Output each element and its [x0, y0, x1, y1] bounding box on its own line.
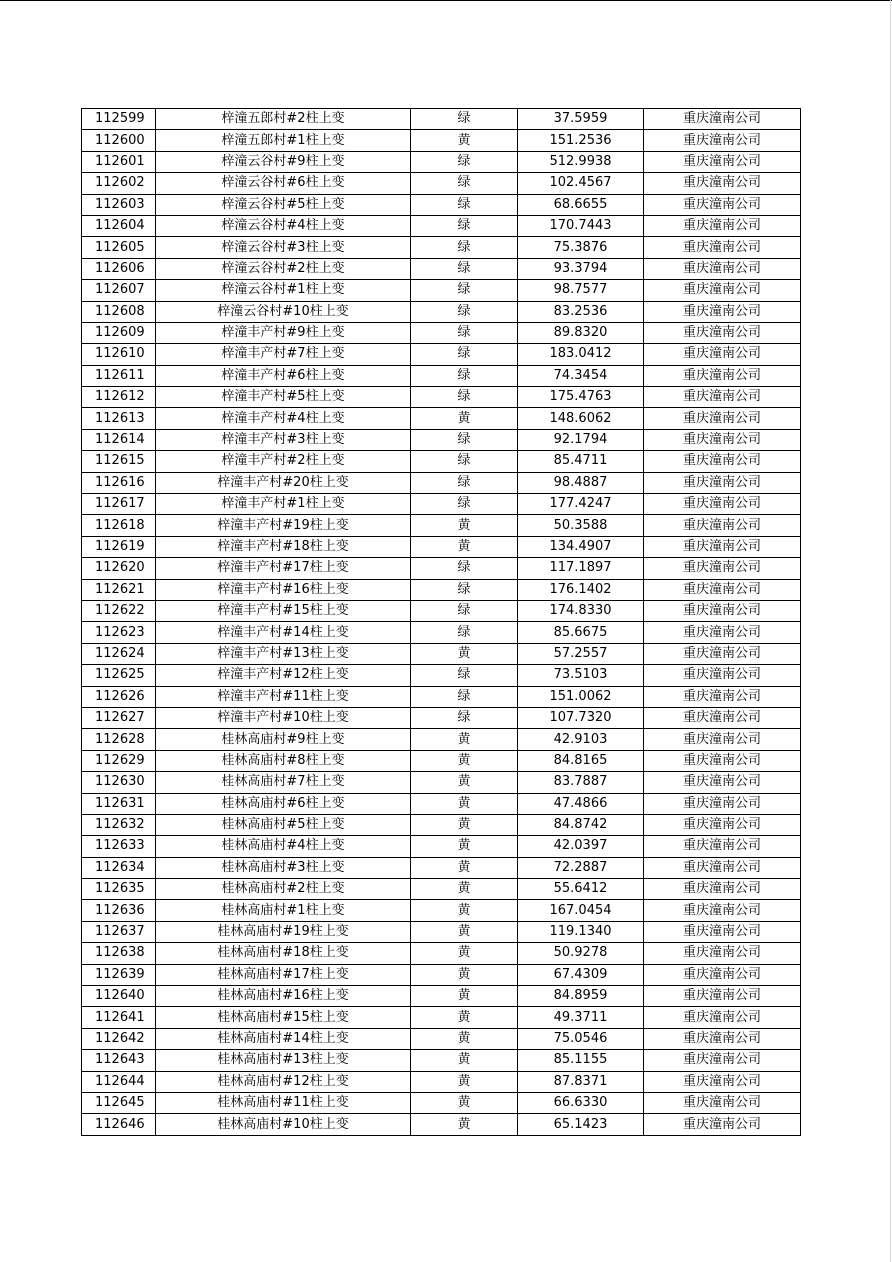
value-cell: 167.0454	[518, 900, 644, 921]
row-id-cell: 112634	[82, 857, 156, 878]
company-cell: 重庆潼南公司	[644, 1071, 801, 1092]
table-row	[82, 387, 801, 408]
company-cell: 重庆潼南公司	[644, 536, 801, 557]
company-cell: 重庆潼南公司	[644, 836, 801, 857]
table-row	[82, 643, 801, 664]
table-row	[82, 515, 801, 536]
row-id-cell: 112624	[82, 643, 156, 664]
row-id-cell: 112613	[82, 408, 156, 429]
status-color-cell: 绿	[411, 472, 518, 493]
status-color-cell: 绿	[411, 387, 518, 408]
row-id-cell: 112602	[82, 173, 156, 194]
transformer-name-cell: 梓潼云谷村#4柱上变	[156, 215, 411, 236]
company-cell: 重庆潼南公司	[644, 173, 801, 194]
table-row	[82, 1028, 801, 1049]
value-cell: 68.6655	[518, 194, 644, 215]
row-id-cell: 112601	[82, 151, 156, 172]
table-row	[82, 686, 801, 707]
value-cell: 183.0412	[518, 344, 644, 365]
row-id-cell: 112616	[82, 472, 156, 493]
transformer-name-cell: 梓潼丰产村#14柱上变	[156, 622, 411, 643]
transformer-name-cell: 梓潼丰产村#15柱上变	[156, 600, 411, 621]
status-color-cell: 绿	[411, 301, 518, 322]
status-color-cell: 黄	[411, 793, 518, 814]
value-cell: 170.7443	[518, 215, 644, 236]
value-cell: 73.5103	[518, 665, 644, 686]
company-cell: 重庆潼南公司	[644, 921, 801, 942]
table-row	[82, 322, 801, 343]
table-row	[82, 130, 801, 151]
row-id-cell: 112629	[82, 750, 156, 771]
company-cell: 重庆潼南公司	[644, 665, 801, 686]
row-id-cell: 112606	[82, 258, 156, 279]
table-row	[82, 707, 801, 728]
company-cell: 重庆潼南公司	[644, 344, 801, 365]
value-cell: 50.9278	[518, 943, 644, 964]
table-row	[82, 1071, 801, 1092]
value-cell: 87.8371	[518, 1071, 644, 1092]
row-id-cell: 112627	[82, 707, 156, 728]
transformer-name-cell: 桂林高庙村#9柱上变	[156, 729, 411, 750]
row-id-cell: 112646	[82, 1114, 156, 1135]
row-id-cell: 112619	[82, 536, 156, 557]
transformer-name-cell: 桂林高庙村#18柱上变	[156, 943, 411, 964]
value-cell: 512.9938	[518, 151, 644, 172]
transformer-name-cell: 梓潼丰产村#2柱上变	[156, 451, 411, 472]
status-color-cell: 绿	[411, 215, 518, 236]
row-id-cell: 112628	[82, 729, 156, 750]
row-id-cell: 112635	[82, 879, 156, 900]
transformer-name-cell: 桂林高庙村#16柱上变	[156, 986, 411, 1007]
row-id-cell: 112645	[82, 1092, 156, 1113]
transformer-name-cell: 梓潼丰产村#4柱上变	[156, 408, 411, 429]
table-row	[82, 194, 801, 215]
company-cell: 重庆潼南公司	[644, 964, 801, 985]
status-color-cell: 绿	[411, 665, 518, 686]
status-color-cell: 绿	[411, 707, 518, 728]
table-row	[82, 772, 801, 793]
company-cell: 重庆潼南公司	[644, 258, 801, 279]
company-cell: 重庆潼南公司	[644, 814, 801, 835]
row-id-cell: 112625	[82, 665, 156, 686]
value-cell: 85.6675	[518, 622, 644, 643]
value-cell: 37.5959	[518, 109, 644, 130]
status-color-cell: 黄	[411, 536, 518, 557]
row-id-cell: 112620	[82, 558, 156, 579]
row-id-cell: 112638	[82, 943, 156, 964]
company-cell: 重庆潼南公司	[644, 750, 801, 771]
table-row	[82, 943, 801, 964]
company-cell: 重庆潼南公司	[644, 707, 801, 728]
value-cell: 176.1402	[518, 579, 644, 600]
value-cell: 55.6412	[518, 879, 644, 900]
company-cell: 重庆潼南公司	[644, 109, 801, 130]
status-color-cell: 黄	[411, 964, 518, 985]
status-color-cell: 黄	[411, 515, 518, 536]
company-cell: 重庆潼南公司	[644, 151, 801, 172]
company-cell: 重庆潼南公司	[644, 280, 801, 301]
company-cell: 重庆潼南公司	[644, 194, 801, 215]
company-cell: 重庆潼南公司	[644, 494, 801, 515]
row-id-cell: 112603	[82, 194, 156, 215]
status-color-cell: 黄	[411, 1071, 518, 1092]
row-id-cell: 112644	[82, 1071, 156, 1092]
value-cell: 84.8959	[518, 986, 644, 1007]
value-cell: 74.3454	[518, 365, 644, 386]
transformer-name-cell: 梓潼云谷村#2柱上变	[156, 258, 411, 279]
row-id-cell: 112600	[82, 130, 156, 151]
value-cell: 65.1423	[518, 1114, 644, 1135]
value-cell: 83.2536	[518, 301, 644, 322]
value-cell: 89.8320	[518, 322, 644, 343]
value-cell: 47.4866	[518, 793, 644, 814]
company-cell: 重庆潼南公司	[644, 879, 801, 900]
company-cell: 重庆潼南公司	[644, 515, 801, 536]
row-id-cell: 112639	[82, 964, 156, 985]
company-cell: 重庆潼南公司	[644, 237, 801, 258]
row-id-cell: 112621	[82, 579, 156, 600]
table-row	[82, 879, 801, 900]
table-row	[82, 151, 801, 172]
transformer-name-cell: 梓潼丰产村#19柱上变	[156, 515, 411, 536]
company-cell: 重庆潼南公司	[644, 600, 801, 621]
transformer-name-cell: 梓潼丰产村#16柱上变	[156, 579, 411, 600]
status-color-cell: 绿	[411, 365, 518, 386]
table-row	[82, 258, 801, 279]
status-color-cell: 绿	[411, 344, 518, 365]
row-id-cell: 112631	[82, 793, 156, 814]
table-row	[82, 729, 801, 750]
transformer-name-cell: 梓潼丰产村#7柱上变	[156, 344, 411, 365]
row-id-cell: 112607	[82, 280, 156, 301]
table-row	[82, 622, 801, 643]
company-cell: 重庆潼南公司	[644, 729, 801, 750]
transformer-name-cell: 桂林高庙村#7柱上变	[156, 772, 411, 793]
company-cell: 重庆潼南公司	[644, 1114, 801, 1135]
transformer-name-cell: 梓潼五郎村#1柱上变	[156, 130, 411, 151]
value-cell: 134.4907	[518, 536, 644, 557]
status-color-cell: 绿	[411, 194, 518, 215]
value-cell: 102.4567	[518, 173, 644, 194]
company-cell: 重庆潼南公司	[644, 558, 801, 579]
transformer-name-cell: 梓潼丰产村#3柱上变	[156, 429, 411, 450]
status-color-cell: 黄	[411, 750, 518, 771]
value-cell: 151.2536	[518, 130, 644, 151]
status-color-cell: 绿	[411, 173, 518, 194]
status-color-cell: 黄	[411, 408, 518, 429]
table-row	[82, 344, 801, 365]
table-row	[82, 857, 801, 878]
table-row	[82, 579, 801, 600]
table-row	[82, 494, 801, 515]
company-cell: 重庆潼南公司	[644, 772, 801, 793]
transformer-name-cell: 梓潼五郎村#2柱上变	[156, 109, 411, 130]
transformer-name-cell: 梓潼丰产村#5柱上变	[156, 387, 411, 408]
status-color-cell: 黄	[411, 1050, 518, 1071]
status-color-cell: 绿	[411, 151, 518, 172]
value-cell: 148.6062	[518, 408, 644, 429]
status-color-cell: 黄	[411, 1114, 518, 1135]
company-cell: 重庆潼南公司	[644, 943, 801, 964]
company-cell: 重庆潼南公司	[644, 130, 801, 151]
status-color-cell: 绿	[411, 258, 518, 279]
transformer-name-cell: 桂林高庙村#8柱上变	[156, 750, 411, 771]
row-id-cell: 112612	[82, 387, 156, 408]
value-cell: 50.3588	[518, 515, 644, 536]
status-color-cell: 黄	[411, 1007, 518, 1028]
company-cell: 重庆潼南公司	[644, 408, 801, 429]
row-id-cell: 112630	[82, 772, 156, 793]
status-color-cell: 绿	[411, 622, 518, 643]
table-row	[82, 964, 801, 985]
row-id-cell: 112615	[82, 451, 156, 472]
value-cell: 42.0397	[518, 836, 644, 857]
value-cell: 175.4763	[518, 387, 644, 408]
status-color-cell: 绿	[411, 237, 518, 258]
row-id-cell: 112623	[82, 622, 156, 643]
transformer-name-cell: 梓潼丰产村#10柱上变	[156, 707, 411, 728]
table-row	[82, 750, 801, 771]
transformer-name-cell: 桂林高庙村#14柱上变	[156, 1028, 411, 1049]
table-row	[82, 600, 801, 621]
status-color-cell: 黄	[411, 921, 518, 942]
transformer-name-cell: 梓潼云谷村#5柱上变	[156, 194, 411, 215]
value-cell: 75.0546	[518, 1028, 644, 1049]
table-row	[82, 280, 801, 301]
value-cell: 75.3876	[518, 237, 644, 258]
row-id-cell: 112604	[82, 215, 156, 236]
row-id-cell: 112626	[82, 686, 156, 707]
row-id-cell: 112632	[82, 814, 156, 835]
status-color-cell: 绿	[411, 494, 518, 515]
table-row	[82, 836, 801, 857]
company-cell: 重庆潼南公司	[644, 793, 801, 814]
transformer-name-cell: 桂林高庙村#13柱上变	[156, 1050, 411, 1071]
value-cell: 72.2887	[518, 857, 644, 878]
value-cell: 49.3711	[518, 1007, 644, 1028]
row-id-cell: 112640	[82, 986, 156, 1007]
value-cell: 177.4247	[518, 494, 644, 515]
row-id-cell: 112618	[82, 515, 156, 536]
company-cell: 重庆潼南公司	[644, 643, 801, 664]
row-id-cell: 112599	[82, 109, 156, 130]
row-id-cell: 112641	[82, 1007, 156, 1028]
table-row	[82, 301, 801, 322]
transformer-name-cell: 梓潼丰产村#20柱上变	[156, 472, 411, 493]
transformer-name-cell: 桂林高庙村#11柱上变	[156, 1092, 411, 1113]
row-id-cell: 112617	[82, 494, 156, 515]
table-row	[82, 793, 801, 814]
row-id-cell: 112611	[82, 365, 156, 386]
value-cell: 98.7577	[518, 280, 644, 301]
company-cell: 重庆潼南公司	[644, 1092, 801, 1113]
company-cell: 重庆潼南公司	[644, 322, 801, 343]
row-id-cell: 112622	[82, 600, 156, 621]
row-id-cell: 112610	[82, 344, 156, 365]
company-cell: 重庆潼南公司	[644, 451, 801, 472]
company-cell: 重庆潼南公司	[644, 387, 801, 408]
company-cell: 重庆潼南公司	[644, 1007, 801, 1028]
status-color-cell: 黄	[411, 986, 518, 1007]
transformer-name-cell: 桂林高庙村#19柱上变	[156, 921, 411, 942]
table-row	[82, 1007, 801, 1028]
status-color-cell: 黄	[411, 857, 518, 878]
value-cell: 84.8165	[518, 750, 644, 771]
status-color-cell: 绿	[411, 109, 518, 130]
value-cell: 42.9103	[518, 729, 644, 750]
row-id-cell: 112605	[82, 237, 156, 258]
status-color-cell: 黄	[411, 772, 518, 793]
table-row	[82, 814, 801, 835]
table-body	[82, 109, 801, 1136]
transformer-name-cell: 梓潼丰产村#18柱上变	[156, 536, 411, 557]
company-cell: 重庆潼南公司	[644, 986, 801, 1007]
row-id-cell: 112642	[82, 1028, 156, 1049]
table-row	[82, 558, 801, 579]
transformer-name-cell: 梓潼丰产村#12柱上变	[156, 665, 411, 686]
status-color-cell: 黄	[411, 1092, 518, 1113]
status-color-cell: 黄	[411, 943, 518, 964]
table-row	[82, 237, 801, 258]
status-color-cell: 绿	[411, 600, 518, 621]
value-cell: 83.7887	[518, 772, 644, 793]
status-color-cell: 黄	[411, 130, 518, 151]
transformer-name-cell: 桂林高庙村#3柱上变	[156, 857, 411, 878]
status-color-cell: 绿	[411, 686, 518, 707]
company-cell: 重庆潼南公司	[644, 301, 801, 322]
company-cell: 重庆潼南公司	[644, 686, 801, 707]
transformer-name-cell: 桂林高庙村#1柱上变	[156, 900, 411, 921]
transformer-name-cell: 梓潼丰产村#9柱上变	[156, 322, 411, 343]
row-id-cell: 112636	[82, 900, 156, 921]
table-row	[82, 472, 801, 493]
status-color-cell: 绿	[411, 451, 518, 472]
table-row	[82, 665, 801, 686]
company-cell: 重庆潼南公司	[644, 1028, 801, 1049]
table-row	[82, 451, 801, 472]
status-color-cell: 黄	[411, 879, 518, 900]
row-id-cell: 112643	[82, 1050, 156, 1071]
value-cell: 93.3794	[518, 258, 644, 279]
table-row	[82, 1114, 801, 1135]
status-color-cell: 黄	[411, 836, 518, 857]
status-color-cell: 绿	[411, 579, 518, 600]
status-color-cell: 绿	[411, 429, 518, 450]
table-row	[82, 986, 801, 1007]
status-color-cell: 黄	[411, 1028, 518, 1049]
value-cell: 107.7320	[518, 707, 644, 728]
row-id-cell: 112609	[82, 322, 156, 343]
table-row	[82, 1050, 801, 1071]
table-row	[82, 429, 801, 450]
page-right-edge	[890, 0, 891, 1262]
value-cell: 85.4711	[518, 451, 644, 472]
transformer-name-cell: 梓潼丰产村#17柱上变	[156, 558, 411, 579]
table-row	[82, 408, 801, 429]
transformer-name-cell: 梓潼丰产村#13柱上变	[156, 643, 411, 664]
status-color-cell: 绿	[411, 280, 518, 301]
value-cell: 67.4309	[518, 964, 644, 985]
transformer-name-cell: 梓潼云谷村#10柱上变	[156, 301, 411, 322]
value-cell: 57.2557	[518, 643, 644, 664]
table-row	[82, 365, 801, 386]
row-id-cell: 112633	[82, 836, 156, 857]
value-cell: 117.1897	[518, 558, 644, 579]
status-color-cell: 黄	[411, 643, 518, 664]
company-cell: 重庆潼南公司	[644, 429, 801, 450]
table-row	[82, 921, 801, 942]
value-cell: 174.8330	[518, 600, 644, 621]
transformer-name-cell: 梓潼云谷村#3柱上变	[156, 237, 411, 258]
transformer-name-cell: 桂林高庙村#6柱上变	[156, 793, 411, 814]
value-cell: 85.1155	[518, 1050, 644, 1071]
transformer-name-cell: 梓潼丰产村#1柱上变	[156, 494, 411, 515]
table-row	[82, 536, 801, 557]
value-cell: 98.4887	[518, 472, 644, 493]
value-cell: 151.0062	[518, 686, 644, 707]
company-cell: 重庆潼南公司	[644, 1050, 801, 1071]
value-cell: 84.8742	[518, 814, 644, 835]
company-cell: 重庆潼南公司	[644, 622, 801, 643]
transformer-name-cell: 桂林高庙村#15柱上变	[156, 1007, 411, 1028]
company-cell: 重庆潼南公司	[644, 857, 801, 878]
table-row	[82, 900, 801, 921]
table-row	[82, 173, 801, 194]
row-id-cell: 112608	[82, 301, 156, 322]
transformer-name-cell: 梓潼云谷村#6柱上变	[156, 173, 411, 194]
row-id-cell: 112614	[82, 429, 156, 450]
status-color-cell: 绿	[411, 558, 518, 579]
transformer-name-cell: 桂林高庙村#4柱上变	[156, 836, 411, 857]
table-row	[82, 215, 801, 236]
transformer-name-cell: 桂林高庙村#12柱上变	[156, 1071, 411, 1092]
value-cell: 119.1340	[518, 921, 644, 942]
transformer-name-cell: 桂林高庙村#5柱上变	[156, 814, 411, 835]
transformer-name-cell: 桂林高庙村#17柱上变	[156, 964, 411, 985]
value-cell: 92.1794	[518, 429, 644, 450]
transformer-name-cell: 梓潼丰产村#6柱上变	[156, 365, 411, 386]
transformer-name-cell: 桂林高庙村#2柱上变	[156, 879, 411, 900]
status-color-cell: 黄	[411, 729, 518, 750]
company-cell: 重庆潼南公司	[644, 579, 801, 600]
company-cell: 重庆潼南公司	[644, 900, 801, 921]
transformer-name-cell: 梓潼丰产村#11柱上变	[156, 686, 411, 707]
table-row	[82, 109, 801, 130]
company-cell: 重庆潼南公司	[644, 215, 801, 236]
table-row	[82, 1092, 801, 1113]
status-color-cell: 绿	[411, 322, 518, 343]
transformer-name-cell: 梓潼云谷村#9柱上变	[156, 151, 411, 172]
row-id-cell: 112637	[82, 921, 156, 942]
transformer-table	[81, 108, 801, 1136]
status-color-cell: 黄	[411, 900, 518, 921]
value-cell: 66.6330	[518, 1092, 644, 1113]
transformer-name-cell: 梓潼云谷村#1柱上变	[156, 280, 411, 301]
status-color-cell: 黄	[411, 814, 518, 835]
company-cell: 重庆潼南公司	[644, 472, 801, 493]
page-top-rule	[0, 0, 892, 1]
transformer-name-cell: 桂林高庙村#10柱上变	[156, 1114, 411, 1135]
company-cell: 重庆潼南公司	[644, 365, 801, 386]
